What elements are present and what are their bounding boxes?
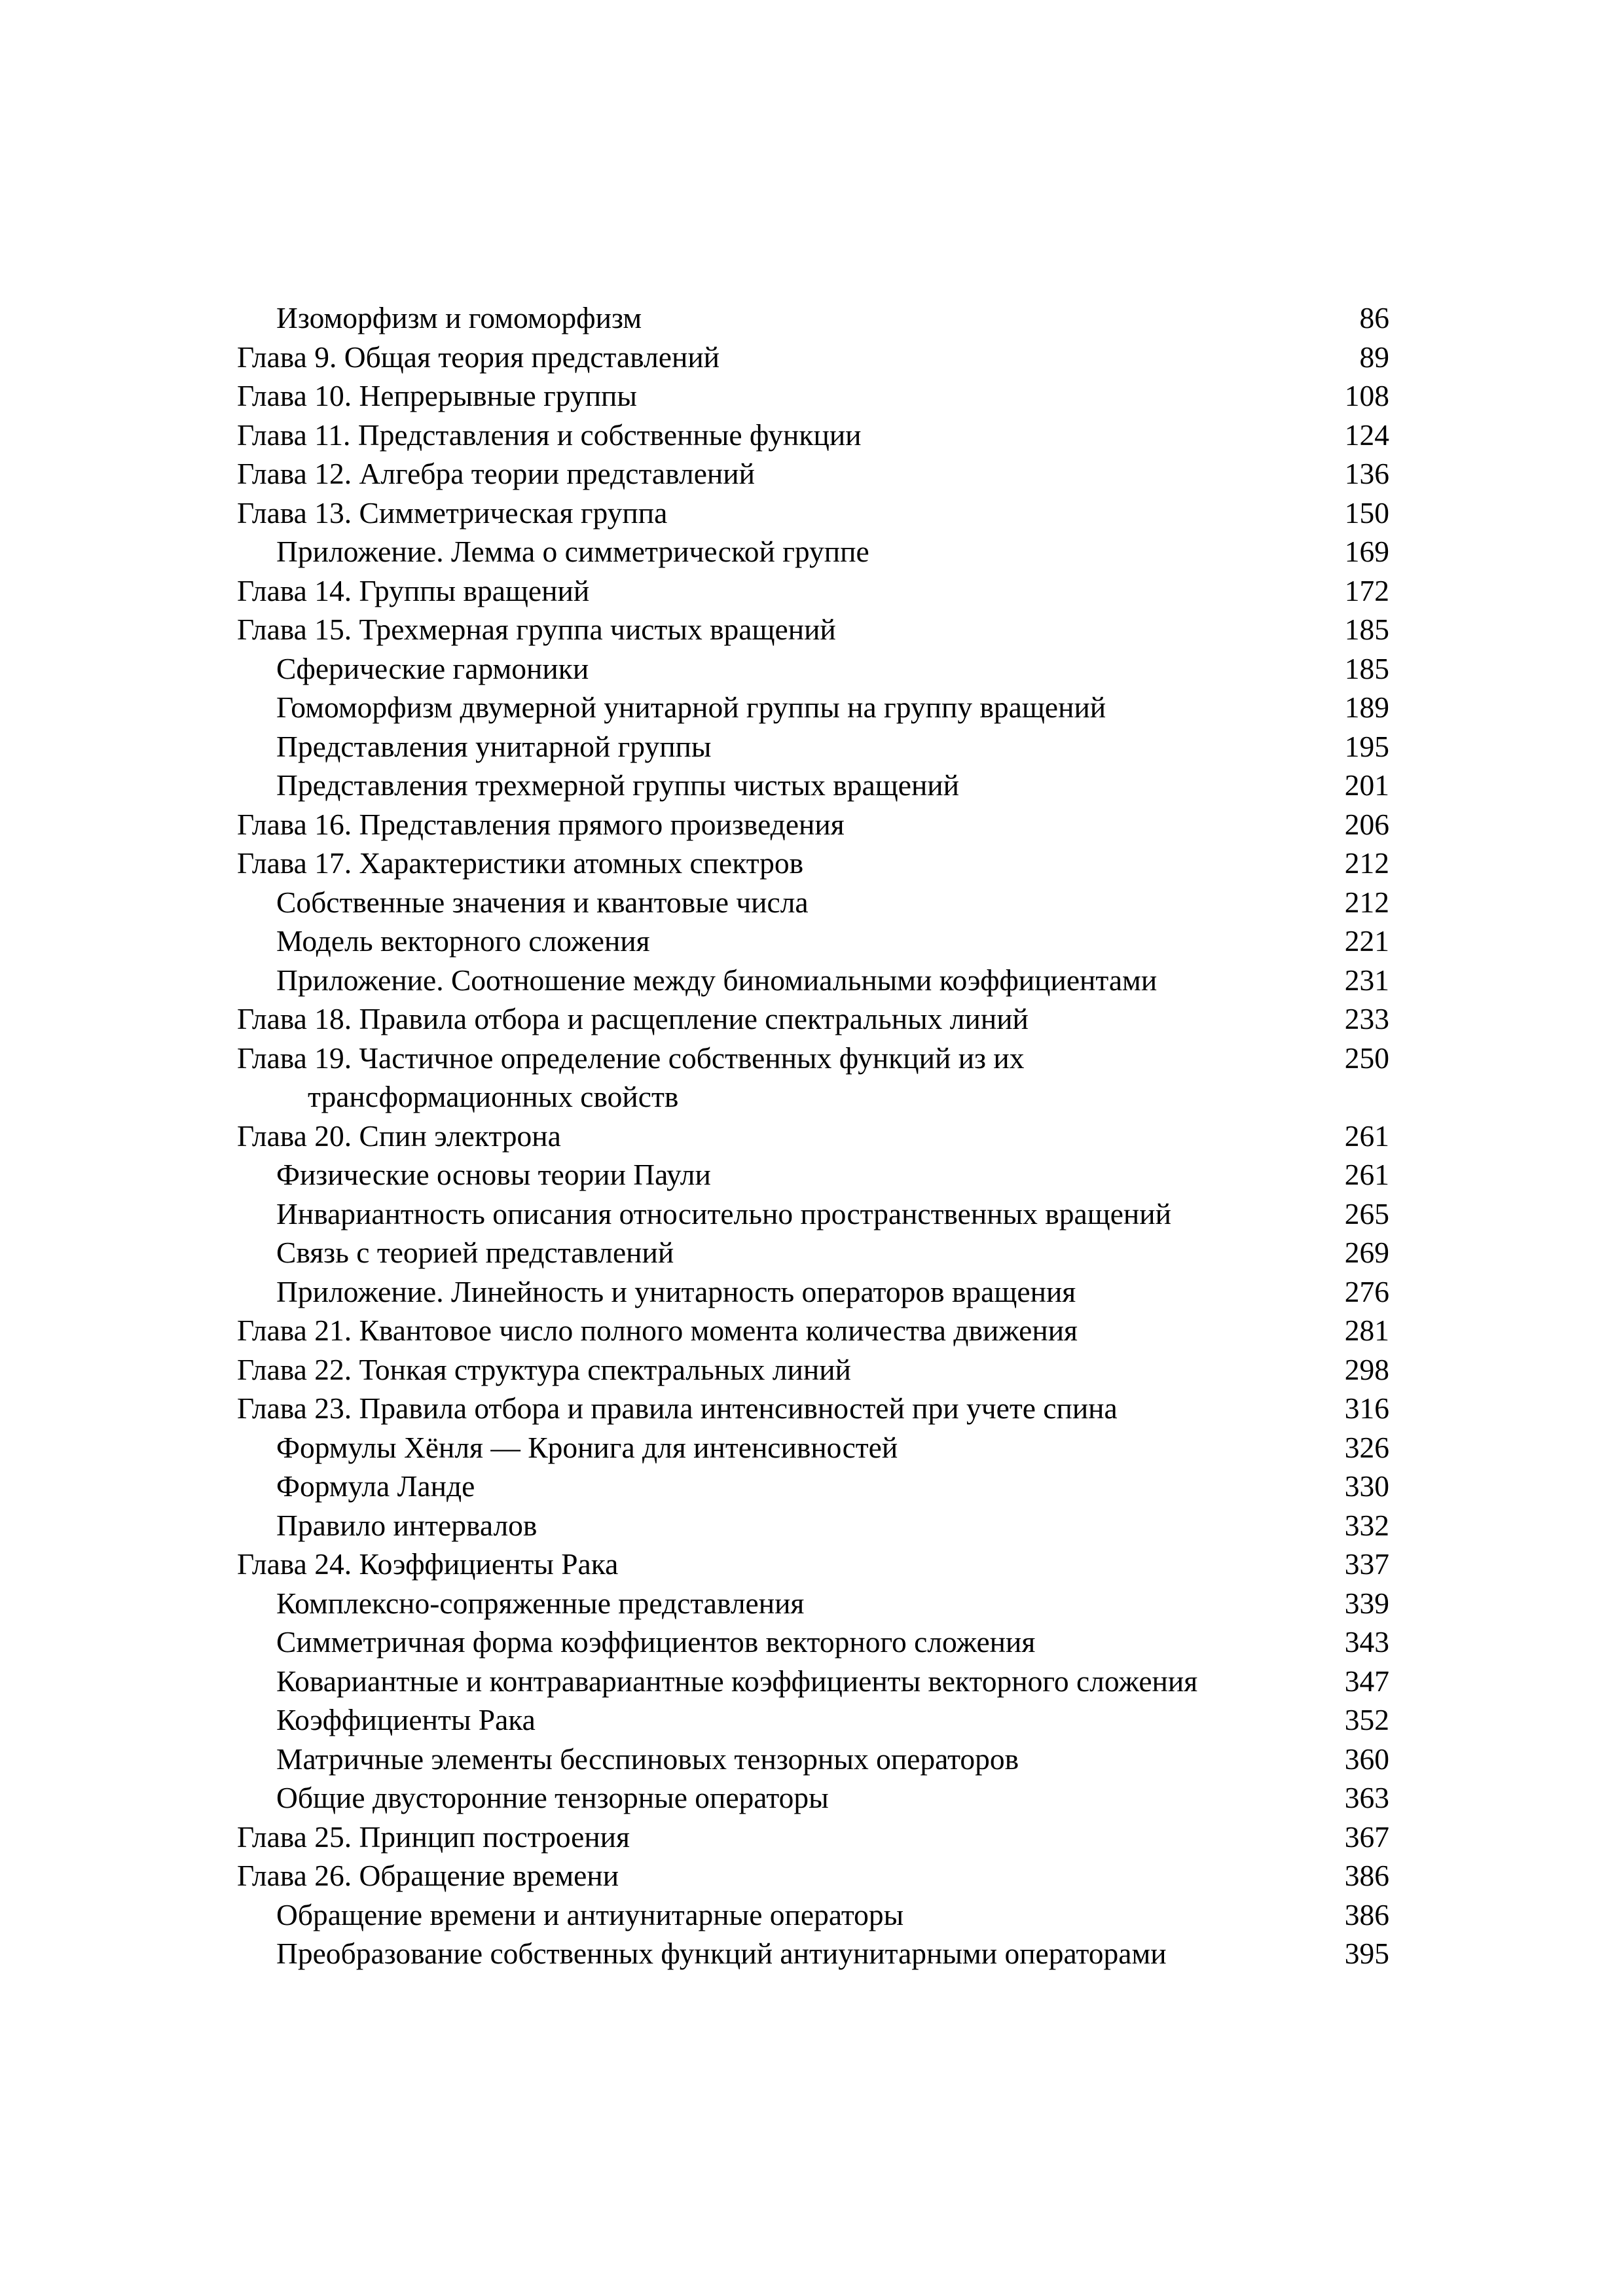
toc-section-entry[interactable] [237, 1934, 1389, 1973]
toc-chapter-entry[interactable] [237, 999, 1389, 1039]
toc-entry-page-number: 189 [1344, 691, 1389, 724]
toc-entry-title-line: Приложение. Соотношение между биномиальными коэффициентами [276, 963, 1158, 997]
toc-entry-page-number: 386 [1344, 1859, 1389, 1892]
toc-entry-page-number: 86 [1359, 301, 1389, 334]
toc-entry-title-line: Глава 20. Спин электрона [237, 1119, 561, 1153]
toc-entry-title-line: Представления трехмерной группы чистых вращений [276, 768, 959, 802]
toc-entry-title [276, 301, 642, 334]
toc-section-entry[interactable] [237, 1155, 1389, 1194]
toc-entry-title [276, 1236, 674, 1269]
toc-entry-title-line: Сферические гармоники [276, 651, 589, 685]
toc-section-entry[interactable] [237, 1428, 1389, 1467]
toc-entry-title [276, 768, 959, 802]
toc-entry-title-line: Глава 25. Принцип построения [237, 1820, 630, 1854]
toc-entry-page-number: 124 [1344, 418, 1389, 452]
toc-entry-page-number: 363 [1344, 1781, 1389, 1814]
toc-entry-page-number: 261 [1344, 1158, 1389, 1191]
toc-entry-page-number: 386 [1344, 1897, 1389, 1931]
toc-section-entry[interactable] [237, 1700, 1389, 1740]
toc-entry-title [237, 1391, 1118, 1425]
toc-entry-title-line: Глава 22. Тонкая структура спектральных линий [237, 1352, 851, 1386]
toc-entry-page-number: 136 [1344, 457, 1389, 490]
toc-chapter-entry[interactable] [237, 416, 1389, 455]
toc-chapter-entry[interactable] [237, 1311, 1389, 1350]
toc-entry-page-number: 212 [1344, 885, 1389, 919]
toc-chapter-entry[interactable] [237, 1117, 1389, 1156]
toc-entry-title-line: Обращение времени и антиунитарные операторы [276, 1897, 904, 1931]
toc-section-entry[interactable] [237, 961, 1389, 1000]
toc-entry-page-number: 185 [1344, 651, 1389, 685]
toc-entry-title-line: Глава 9. Общая теория представлений [237, 340, 720, 374]
toc-chapter-entry[interactable] [237, 1389, 1389, 1428]
toc-entry-title-line: Глава 15. Трехмерная группа чистых вращений [237, 613, 836, 646]
toc-entry-page-number: 233 [1344, 1002, 1389, 1035]
toc-section-entry[interactable] [237, 766, 1389, 805]
toc-chapter-entry[interactable] [237, 1818, 1389, 1857]
toc-entry-title [237, 613, 836, 646]
toc-entry-title [237, 340, 720, 374]
toc-entry-title [276, 1158, 711, 1191]
toc-entry-title [276, 652, 589, 685]
toc-entry-page-number: 367 [1344, 1820, 1389, 1854]
toc-section-entry[interactable] [237, 1623, 1389, 1662]
toc-entry-title-line: Глава 21. Квантовое число полного момента количества движения [237, 1314, 1078, 1347]
toc-entry-title [237, 1002, 1029, 1035]
toc-entry-page-number: 265 [1344, 1196, 1389, 1230]
toc-entry-page-number: 298 [1344, 1352, 1389, 1386]
toc-entry-title [237, 1820, 630, 1854]
toc-section-entry[interactable] [237, 1233, 1389, 1272]
toc-entry-page-number: 281 [1344, 1314, 1389, 1347]
toc-chapter-entry[interactable] [237, 376, 1389, 416]
toc-chapter-entry[interactable] [237, 844, 1389, 883]
toc-entry-title-continuation: трансформационных свойств [308, 1080, 679, 1113]
toc-entry-title [276, 1275, 1076, 1308]
toc-entry-title-line: Глава 26. Обращение времени [237, 1859, 619, 1892]
toc-entry-page-number: 343 [1344, 1625, 1389, 1659]
toc-entry-page-number: 269 [1344, 1236, 1389, 1269]
toc-entry-title [276, 730, 711, 763]
toc-entry-title-line: Глава 23. Правила отбора и правила интенсивностей при учете спина [237, 1391, 1118, 1425]
toc-entry-page-number: 206 [1344, 807, 1389, 841]
toc-entry-title-line: Глава 10. Непрерывные группы [237, 379, 637, 412]
toc-chapter-entry[interactable] [237, 1039, 1389, 1117]
toc-entry-title-line: Глава 16. Представления прямого произведения [237, 807, 845, 841]
toc-entry-title-line: Модель векторного сложения [276, 924, 650, 958]
toc-entry-page-number: 212 [1344, 846, 1389, 880]
toc-section-entry[interactable] [237, 1778, 1389, 1818]
toc-entry-title-line: Инвариантность описания относительно пространственных вращений [276, 1196, 1171, 1230]
toc-entry-title [276, 1742, 1019, 1776]
toc-entry-title-line: Глава 17. Характеристики атомных спектров [237, 846, 804, 880]
toc-section-entry[interactable] [237, 1467, 1389, 1506]
table-of-contents [237, 298, 1389, 1973]
toc-entry-title [276, 1937, 1167, 1970]
toc-entry-page-number: 169 [1344, 535, 1389, 568]
toc-entry-page-number: 332 [1344, 1508, 1389, 1542]
toc-entry-title-line: Глава 18. Правила отбора и расщепление спектральных линий [237, 1002, 1029, 1035]
toc-entry-page-number: 347 [1344, 1664, 1389, 1698]
toc-entry-title [276, 963, 1157, 997]
toc-entry-title [237, 808, 845, 841]
toc-entry-page-number: 185 [1344, 613, 1389, 646]
toc-entry-title [276, 1781, 829, 1814]
toc-entry-title-line: Связь с теорией представлений [276, 1236, 674, 1269]
toc-entry-page-number: 339 [1344, 1586, 1389, 1620]
toc-entry-title [237, 1859, 619, 1892]
toc-entry-title-line: Преобразование собственных функций антиунитарными операторами [276, 1937, 1167, 1970]
toc-entry-title [237, 1314, 1078, 1347]
toc-entry-title-line: Правило интервалов [276, 1508, 538, 1542]
toc-entry-title-line: Формулы Хёнля — Кронига для интенсивностей [276, 1430, 898, 1464]
toc-chapter-entry[interactable] [237, 571, 1389, 611]
toc-entry-title-line: Глава 13. Симметрическая группа [237, 495, 668, 529]
toc-section-entry[interactable] [237, 1740, 1389, 1779]
toc-entry-title-line: Глава 11. Представления и собственные функции [237, 418, 862, 452]
toc-chapter-entry[interactable] [237, 493, 1389, 533]
toc-entry-title-line: Глава 12. Алгебра теории представлений [237, 457, 755, 490]
toc-entry-title-line: Матричные элементы бесспиновых тензорных операторов [276, 1742, 1019, 1776]
toc-chapter-entry[interactable] [237, 1545, 1389, 1584]
toc-entry-title-line: Гомоморфизм двумерной унитарной группы на группу вращений [276, 691, 1106, 724]
toc-entry-title-line: Глава 24. Коэффициенты Рака [237, 1547, 619, 1581]
toc-entry-page-number: 330 [1344, 1469, 1389, 1503]
toc-entry-page-number: 250 [1344, 1041, 1389, 1075]
toc-entry-title [276, 1197, 1171, 1230]
toc-chapter-entry[interactable] [237, 610, 1389, 649]
toc-section-entry[interactable] [237, 1506, 1389, 1545]
toc-entry-page-number: 316 [1344, 1391, 1389, 1425]
toc-section-entry[interactable] [237, 1194, 1389, 1234]
toc-entry-page-number: 172 [1344, 573, 1389, 607]
toc-chapter-entry[interactable] [237, 805, 1389, 844]
toc-entry-page-number: 395 [1344, 1937, 1389, 1970]
toc-entry-title [237, 1547, 618, 1581]
toc-entry-title [276, 924, 650, 958]
toc-entry-title [276, 1431, 898, 1464]
toc-chapter-entry[interactable] [237, 1350, 1389, 1390]
toc-entry-page-number: 195 [1344, 729, 1389, 763]
toc-chapter-entry[interactable] [237, 1856, 1389, 1895]
toc-entry-title [237, 846, 803, 880]
toc-entry-title-line: Коэффициенты Рака [276, 1703, 536, 1736]
toc-entry-title [237, 418, 862, 452]
toc-entry-title [276, 1587, 804, 1620]
toc-section-entry[interactable] [237, 298, 1389, 338]
toc-entry-title [237, 457, 755, 490]
toc-section-entry[interactable] [237, 1584, 1389, 1623]
toc-entry-title [237, 574, 589, 607]
toc-entry-title-line: Приложение. Лемма о симметрической группе [276, 535, 869, 568]
toc-entry-title [276, 1509, 537, 1542]
toc-entry-title [237, 1353, 851, 1386]
toc-entry-title-line: Общие двусторонние тензорные операторы [276, 1781, 829, 1814]
toc-entry-page-number: 89 [1359, 340, 1389, 374]
toc-entry-page-number: 360 [1344, 1742, 1389, 1776]
toc-entry-page-number: 150 [1344, 495, 1389, 529]
toc-entry-title-line: Комплексно-сопряженные представления [276, 1586, 805, 1620]
toc-entry-page-number: 326 [1344, 1430, 1389, 1464]
toc-entry-page-number: 352 [1344, 1703, 1389, 1736]
toc-entry-title-line: Приложение. Линейность и унитарность операторов вращения [276, 1274, 1076, 1308]
toc-section-entry[interactable] [237, 688, 1389, 727]
toc-entry-page-number: 108 [1344, 379, 1389, 412]
toc-entry-title [276, 691, 1106, 724]
toc-section-entry[interactable] [237, 1895, 1389, 1935]
toc-section-entry[interactable] [237, 727, 1389, 766]
toc-entry-title [276, 1898, 903, 1931]
toc-entry-page-number: 261 [1344, 1119, 1389, 1153]
toc-entry-page-number: 276 [1344, 1274, 1389, 1308]
toc-entry-title-line: Глава 19. Частичное определение собственных функций из их [237, 1041, 1025, 1075]
toc-entry-page-number: 231 [1344, 963, 1389, 997]
toc-entry-title-line: Ковариантные и контравариантные коэффициенты векторного сложения [276, 1664, 1198, 1698]
toc-entry-page-number: 201 [1344, 768, 1389, 802]
toc-entry-title [237, 1119, 561, 1153]
toc-entry-title-line: Собственные значения и квантовые числа [276, 885, 809, 919]
toc-entry-title-line: Изоморфизм и гомоморфизм [276, 301, 642, 334]
toc-entry-page-number: 337 [1344, 1547, 1389, 1581]
toc-entry-title [237, 1041, 1285, 1117]
toc-entry-title-line: Симметричная форма коэффициентов векторного сложения [276, 1625, 1036, 1659]
toc-entry-title [237, 496, 667, 529]
toc-section-entry[interactable] [237, 883, 1389, 922]
toc-entry-title [276, 1664, 1197, 1698]
toc-entry-title [276, 886, 809, 919]
toc-chapter-entry[interactable] [237, 454, 1389, 493]
toc-section-entry[interactable] [237, 649, 1389, 689]
toc-entry-title-line: Формула Ланде [276, 1469, 475, 1503]
toc-entry-title [276, 1469, 475, 1503]
toc-entry-page-number: 221 [1344, 924, 1389, 958]
toc-chapter-entry[interactable] [237, 338, 1389, 377]
toc-entry-title-line: Глава 14. Группы вращений [237, 573, 590, 607]
toc-section-entry[interactable] [237, 532, 1389, 571]
toc-entry-title [276, 1625, 1035, 1659]
toc-entry-title [276, 535, 869, 568]
toc-entry-title-line: Представления унитарной группы [276, 729, 712, 763]
toc-entry-title [237, 379, 637, 412]
toc-entry-title [276, 1703, 536, 1736]
toc-section-entry[interactable] [237, 1272, 1389, 1312]
toc-section-entry[interactable] [237, 1662, 1389, 1701]
toc-entry-title-line: Физические основы теории Паули [276, 1158, 711, 1191]
toc-section-entry[interactable] [237, 922, 1389, 961]
